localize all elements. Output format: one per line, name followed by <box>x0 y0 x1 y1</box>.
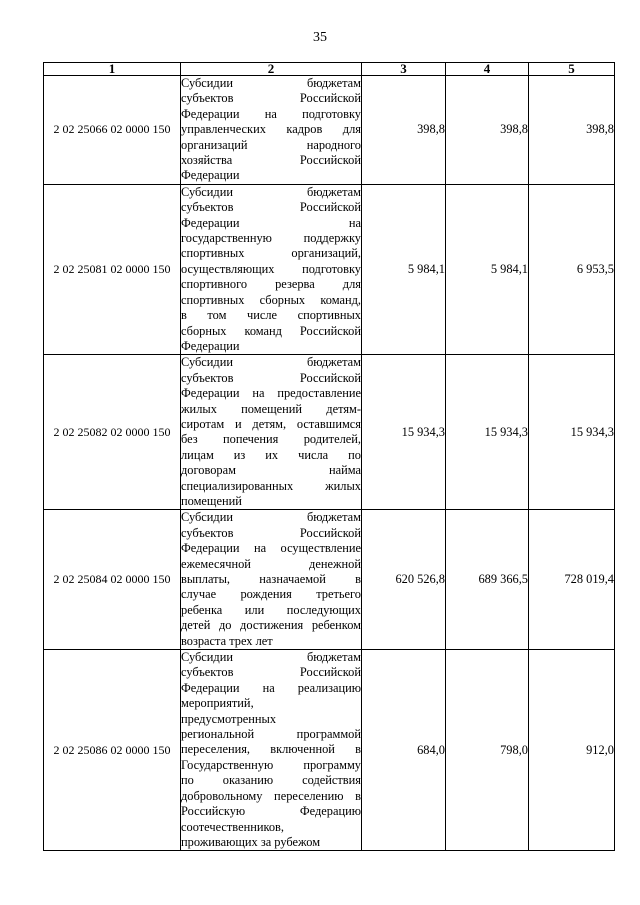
description-line: Российскую Федерацию <box>181 804 361 819</box>
description-line: осуществляющих подготовку <box>181 261 361 276</box>
budget-code-cell: 2 02 25084 02 0000 150 <box>44 510 181 650</box>
description-text <box>181 76 361 184</box>
column-header-3: 3 <box>362 63 446 76</box>
description-line: Субсидии бюджетам <box>181 355 361 370</box>
description-line: Субсидии бюджетам <box>181 650 361 665</box>
description-text <box>181 185 361 354</box>
description-line: предусмотренных <box>181 711 277 726</box>
amount-cell-col3: 684,0 <box>362 650 446 851</box>
amount-cell-col4: 15 934,3 <box>446 355 529 510</box>
description-line: сборных команд Российской <box>181 323 361 338</box>
column-header-5: 5 <box>529 63 615 76</box>
amount-cell-col4: 798,0 <box>446 650 529 851</box>
description-line: возраста трех лет <box>181 633 273 648</box>
description-line: хозяйства Российской <box>181 153 361 168</box>
description-line: ежемесячной денежной <box>181 556 361 571</box>
amount-cell-col5: 728 019,4 <box>529 510 615 650</box>
description-cell <box>181 355 362 510</box>
description-line: субъектов Российской <box>181 91 361 106</box>
description-line: без попечения родителей, <box>181 432 361 447</box>
amount-cell-col5: 398,8 <box>529 76 615 185</box>
amount-cell-col4: 689 366,5 <box>446 510 529 650</box>
amount-cell-col3: 620 526,8 <box>362 510 446 650</box>
description-line: региональной программой <box>181 727 361 742</box>
description-line: лицам из их числа по <box>181 447 361 462</box>
description-line: субъектов Российской <box>181 370 361 385</box>
description-line: договорам найма <box>181 463 361 478</box>
description-cell <box>181 650 362 851</box>
description-line: субъектов Российской <box>181 665 361 680</box>
description-line: Федерации на осуществление <box>181 541 361 556</box>
description-line: спортивных организаций, <box>181 246 361 261</box>
amount-cell-col5: 912,0 <box>529 650 615 851</box>
description-line: жилых помещений детям- <box>181 401 361 416</box>
amount-cell-col3: 15 934,3 <box>362 355 446 510</box>
table-row <box>44 650 615 851</box>
description-line: специализированных жилых <box>181 478 361 493</box>
description-line: Субсидии бюджетам <box>181 184 361 199</box>
column-header-2: 2 <box>181 63 362 76</box>
budget-code-cell: 2 02 25066 02 0000 150 <box>44 76 181 185</box>
description-line: субъектов Российской <box>181 200 361 215</box>
description-text <box>181 355 361 509</box>
amount-cell-col3: 398,8 <box>362 76 446 185</box>
description-line: проживающих за рубежом <box>181 834 321 849</box>
description-line: спортивных сборных команд, <box>181 292 361 307</box>
budget-code-cell: 2 02 25086 02 0000 150 <box>44 650 181 851</box>
table-header-row <box>44 63 615 76</box>
page-number: 35 <box>313 30 327 45</box>
column-header-1: 1 <box>44 63 181 76</box>
description-line: соотечественников, <box>181 819 284 834</box>
description-cell <box>181 76 362 185</box>
description-line: Федерации <box>181 168 240 183</box>
budget-code-cell: 2 02 25082 02 0000 150 <box>44 355 181 510</box>
description-line: в том числе спортивных <box>181 308 361 323</box>
description-line: Субсидии бюджетам <box>181 76 361 90</box>
description-line: Государственную программу <box>181 757 361 772</box>
description-line: переселения, включенной в <box>181 742 361 757</box>
description-line: Федерации на <box>181 215 361 230</box>
description-line: по оказанию содействия <box>181 773 361 788</box>
description-line: Федерации <box>181 338 240 353</box>
description-line: Субсидии бюджетам <box>181 510 361 525</box>
table-row <box>44 76 615 185</box>
description-cell <box>181 184 362 354</box>
description-line: сиротам и детям, оставшимся <box>181 416 361 431</box>
description-line: государственную поддержку <box>181 231 361 246</box>
description-line: Федерации на реализацию <box>181 680 361 695</box>
description-line: добровольному переселению в <box>181 788 361 803</box>
amount-cell-col3: 5 984,1 <box>362 184 446 354</box>
amount-cell-col4: 398,8 <box>446 76 529 185</box>
amount-cell-col4: 5 984,1 <box>446 184 529 354</box>
description-line: управленческих кадров для <box>181 122 361 137</box>
description-line: детей до достижения ребенком <box>181 618 361 633</box>
budget-table <box>43 62 615 851</box>
description-cell <box>181 510 362 650</box>
table-row <box>44 184 615 354</box>
description-line: случае рождения третьего <box>181 587 361 602</box>
description-line: Федерации на предоставление <box>181 386 361 401</box>
amount-cell-col5: 15 934,3 <box>529 355 615 510</box>
description-line: организаций народного <box>181 137 361 152</box>
table-row <box>44 510 615 650</box>
amount-cell-col5: 6 953,5 <box>529 184 615 354</box>
description-text <box>181 650 361 850</box>
description-text <box>181 510 361 649</box>
description-line: помещений <box>181 493 242 508</box>
description-line: субъектов Российской <box>181 525 361 540</box>
description-line: Федерации на подготовку <box>181 106 361 121</box>
column-header-4: 4 <box>446 63 529 76</box>
budget-code-cell: 2 02 25081 02 0000 150 <box>44 184 181 354</box>
table-row <box>44 355 615 510</box>
description-line: выплаты, назначаемой в <box>181 572 361 586</box>
description-line: ребенка или последующих <box>181 602 361 617</box>
description-line: спортивного резерва для <box>181 277 361 292</box>
description-line: мероприятий, <box>181 696 254 711</box>
table-body <box>44 76 615 851</box>
